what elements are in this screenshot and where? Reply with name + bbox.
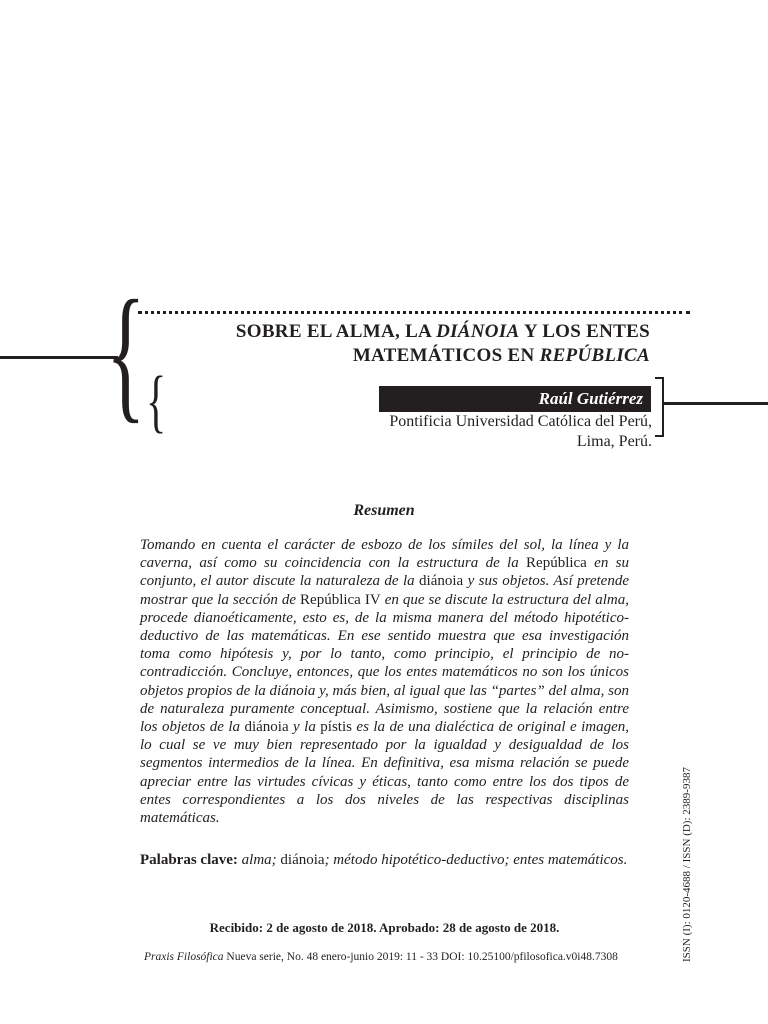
title-italic-work: REPÚBLICA (539, 345, 650, 366)
title-line-1: SOBRE EL ALMA, LA DIÁNOIA Y LOS ENTES (235, 321, 650, 342)
title-italic-term: DIÁNOIA (436, 321, 520, 342)
issn-vertical: ISSN (I): 0120-4688 / ISSN (D): 2389-9387 (681, 767, 693, 962)
journal-footer: Praxis Filosófica Nueva serie, No. 48 enero-junio 2019: 11 - 33 DOI: 10.25100/pfilosofica.v0i48.7308 (144, 951, 618, 963)
right-decorative-bar (662, 402, 768, 405)
title-dotted-rule (138, 311, 690, 314)
received-approved-dates: Recibido: 2 de agosto de 2018. Aprobado: 28 de agosto de 2018. (209, 920, 560, 935)
large-brace-ornament: { (106, 270, 146, 436)
keywords: Palabras clave: alma; diánoia; método hipotético-deductivo; entes matemáticos. (140, 852, 628, 868)
author-affiliation: Pontificia Universidad Católica del Perú, Lima, Perú. (389, 413, 652, 450)
right-bracket-ornament (655, 377, 664, 437)
abstract-heading: Resumen (353, 502, 415, 519)
abstract-body: Tomando en cuenta el carácter de esbozo de los símiles del sol, la línea y la caverna, así como su coincidencia con la estructura de la República en su conjunto, el autor discute la naturaleza de la diánoia y sus objetos. Así pretende mostrar que la sección de República IV en que se discute la estructura del alma, procede dianoéticamente, esto es, de la misma manera del método hipotético-deductivo de las matemáticas. En ese sentido muestra que esa investigación toma como hipótesis y, por lo tanto, como principio, el principio de no-contradicción. Concluye, entonces, que los entes matemáticos no son los únicos objetos propios de la diánoia y, más bien, al igual que las “partes” del alma, son de naturaleza puramente conceptual. Asimismo, sostiene que la relación entre los objetos de la diánoia y la pístis es la de una dialéctica de original e imagen, lo cual se ve muy bien representado por la igualdad y desigualdad de los segmentos intermedios de la línea. En definitiva, esa misma relación se puede apreciar entre las virtudes cívicas y éticas, tanto como entre los dos tipos de entes correspondientes a los dos niveles de las respectivas disciplinas matemáticas. (140, 537, 630, 827)
author-name: Raúl Gutiérrez (538, 389, 643, 408)
article-title (130, 320, 650, 368)
keywords-label: Palabras clave: (140, 852, 238, 868)
small-brace-ornament: { (146, 363, 167, 440)
left-decorative-bar (0, 356, 118, 359)
journal-name: Praxis Filosófica (144, 951, 224, 963)
author-banner (379, 386, 651, 412)
title-line-2: MATEMÁTICOS EN REPÚBLICA (352, 345, 650, 366)
